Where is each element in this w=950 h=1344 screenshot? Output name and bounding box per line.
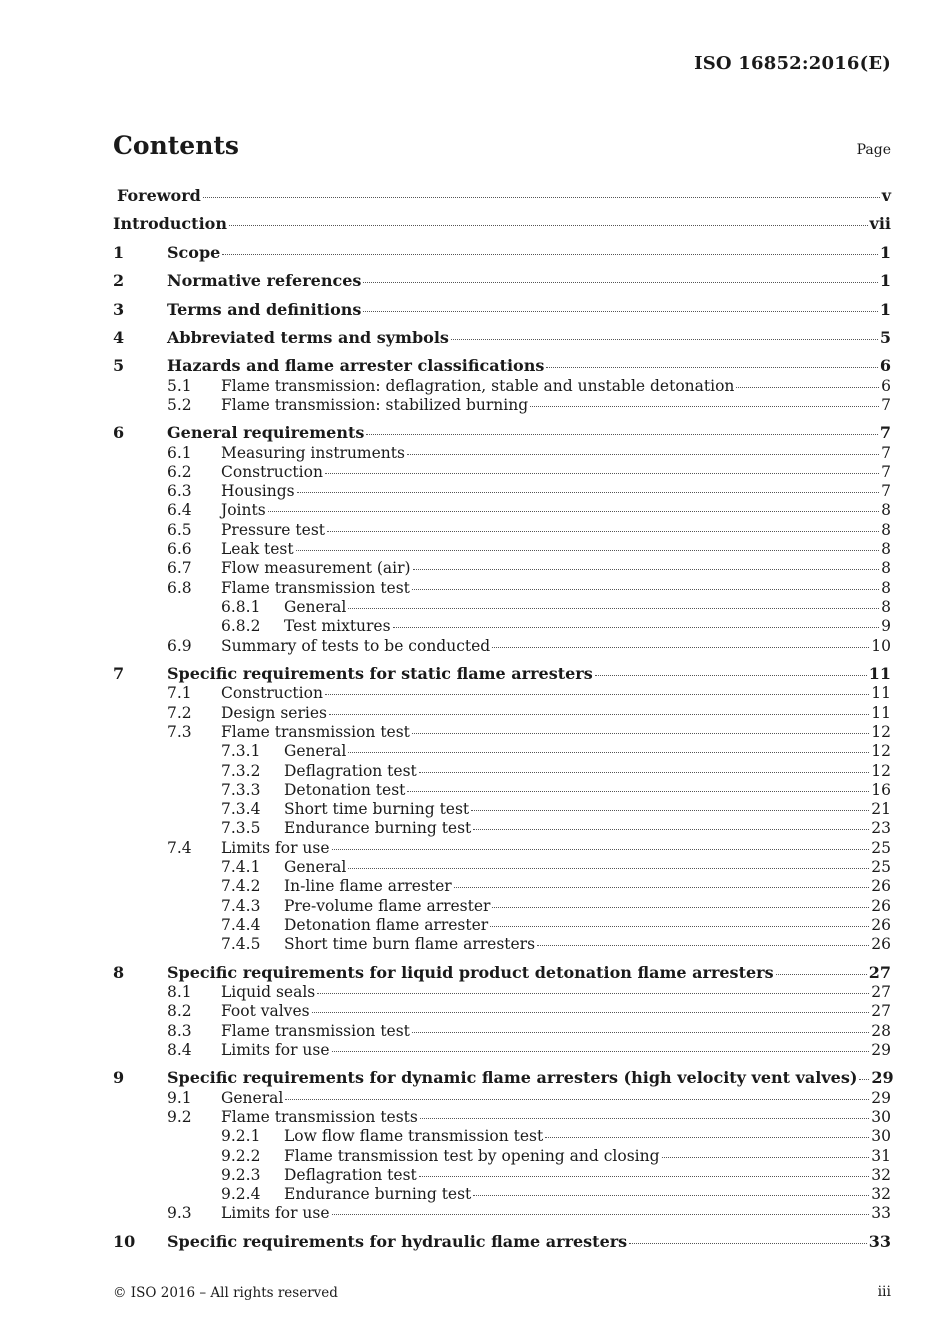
toc-entry-page: 10: [871, 637, 891, 655]
toc-entry-title: Joints: [221, 501, 266, 519]
toc-entry-number: 7.3: [167, 723, 192, 741]
dot-leader: [595, 674, 867, 676]
toc-entry-page: v: [881, 186, 891, 205]
toc-entry[interactable]: [113, 741, 891, 761]
toc-entry-title: Scope: [167, 243, 221, 262]
toc-entry-page: 25: [871, 839, 891, 857]
toc-entry-page: 29: [871, 1041, 891, 1059]
dot-leader: [407, 790, 869, 792]
toc-entry-title: Abbreviated terms and symbols: [167, 328, 449, 347]
toc-entry[interactable]: [113, 1001, 891, 1021]
toc-entry-page: 6: [881, 377, 891, 395]
toc-entry-number: 9.2: [167, 1108, 192, 1126]
dot-leader: [419, 771, 870, 773]
toc-entry-number: 6.4: [167, 501, 192, 519]
toc-entry-title: Foot valves: [221, 1002, 310, 1020]
dot-leader: [363, 310, 877, 312]
dot-leader: [329, 713, 869, 715]
toc-entry[interactable]: [113, 214, 891, 234]
toc-entry[interactable]: [113, 578, 891, 598]
dot-leader: [407, 453, 879, 455]
toc-entry[interactable]: [113, 683, 891, 703]
toc-entry[interactable]: [113, 664, 891, 684]
toc-entry[interactable]: [113, 636, 891, 656]
toc-entry-title: Housings: [221, 482, 295, 500]
dot-leader: [229, 224, 868, 226]
toc-entry-title: Design series: [221, 704, 327, 722]
toc-entry[interactable]: [113, 1203, 891, 1223]
toc-entry-number: 5.1: [167, 377, 192, 395]
toc-entry-number: 6.8: [167, 579, 192, 597]
dot-leader: [297, 491, 880, 493]
toc-entry[interactable]: [113, 271, 891, 291]
toc-entry-page: 8: [881, 559, 891, 577]
dot-leader: [332, 848, 870, 850]
toc-entry-title: Construction: [221, 684, 323, 702]
toc-entry-number: 8.4: [167, 1041, 192, 1059]
toc-entry-number: 7.3.2: [221, 762, 261, 780]
toc-entry-title: Deflagration test: [284, 1166, 417, 1184]
toc-entry-title: Specific requirements for liquid product detonation flame arresters: [167, 963, 774, 982]
toc-entry-title: Detonation test: [284, 781, 406, 799]
toc-entry-page: 28: [871, 1022, 891, 1040]
toc-entry-title: Liquid seals: [221, 983, 316, 1001]
toc-entry-title: Short time burning test: [284, 800, 470, 818]
dot-leader: [776, 973, 867, 975]
toc-entry-page: 26: [871, 916, 891, 934]
toc-entry[interactable]: [113, 1021, 891, 1041]
dot-leader: [332, 1213, 870, 1215]
toc-entry-page: 21: [871, 800, 891, 818]
toc-entry[interactable]: [113, 963, 891, 983]
toc-entry-page: 30: [871, 1127, 891, 1145]
dot-leader: [545, 1136, 869, 1138]
dot-leader: [348, 607, 879, 609]
toc-entry[interactable]: [113, 857, 891, 877]
toc-entry[interactable]: [113, 722, 891, 742]
toc-entry-page: 7: [881, 396, 891, 414]
toc-entry[interactable]: [113, 1184, 891, 1204]
toc-entry-number: 8.2: [167, 1002, 192, 1020]
toc-entry[interactable]: [113, 328, 891, 348]
toc-entry[interactable]: [113, 356, 891, 376]
toc-entry-page: 1: [879, 271, 891, 290]
toc-entry-number: 7.4.1: [221, 858, 261, 876]
toc-entry[interactable]: [113, 838, 891, 858]
toc-entry-number: 7.4: [167, 839, 192, 857]
toc-entry[interactable]: [113, 558, 891, 578]
toc-entry-page: 26: [871, 897, 891, 915]
toc-entry-number: 6.2: [167, 463, 192, 481]
toc-entry[interactable]: [113, 799, 891, 819]
toc-entry-page: 27: [868, 963, 891, 982]
dot-leader: [366, 433, 878, 435]
toc-entry[interactable]: [113, 520, 891, 540]
dot-leader: [325, 472, 879, 474]
toc-entry[interactable]: [113, 423, 891, 443]
toc-entry-number: 8.1: [167, 983, 192, 1001]
toc-entry[interactable]: [113, 539, 891, 559]
toc-entry-page: 11: [868, 664, 891, 683]
toc-entry-title: Flame transmission: deflagration, stable and unstable detonation: [221, 377, 735, 395]
toc-entry-page: 29: [871, 1068, 894, 1087]
toc-entry-title: Construction: [221, 463, 323, 481]
toc-entry-number: 6.6: [167, 540, 192, 558]
toc-entry-page: 26: [871, 877, 891, 895]
toc-entry-number: 7.3.3: [221, 781, 261, 799]
toc-entry[interactable]: [113, 780, 891, 800]
toc-entry-title: Measuring instruments: [221, 444, 405, 462]
toc-entry-page: 6: [879, 356, 891, 375]
dot-leader: [420, 1117, 869, 1119]
toc-entry[interactable]: [113, 300, 891, 320]
toc-entry-title: Leak test: [221, 540, 294, 558]
toc-entry[interactable]: [113, 896, 891, 916]
toc-entry[interactable]: [113, 462, 891, 482]
toc-entry[interactable]: [113, 481, 891, 501]
toc-entry-title: Normative references: [167, 271, 362, 290]
toc-entry[interactable]: [113, 1126, 891, 1146]
toc-entry-number: 6.9: [167, 637, 192, 655]
toc-entry-page: 9: [881, 617, 891, 635]
toc-entry-title: Foreword: [117, 186, 201, 205]
dot-leader: [268, 510, 879, 512]
toc-entry-page: 27: [871, 1002, 891, 1020]
toc-entry[interactable]: [113, 934, 891, 954]
dot-leader: [393, 626, 880, 628]
dot-leader: [454, 886, 870, 888]
toc-entry-number: 9.3: [167, 1204, 192, 1222]
toc-entry-page: vii: [869, 214, 891, 233]
dot-leader: [332, 1050, 870, 1052]
toc-entry-page: 8: [881, 579, 891, 597]
toc-entry[interactable]: [113, 1088, 891, 1108]
toc-entry-page: 32: [871, 1166, 891, 1184]
toc-entry-number: 1: [113, 243, 125, 262]
toc-entry[interactable]: [113, 376, 891, 396]
toc-entry-page: 7: [881, 444, 891, 462]
toc-entry-page: 32: [871, 1185, 891, 1203]
toc-entry-number: 7.1: [167, 684, 192, 702]
toc-entry-number: 6.8.2: [221, 617, 261, 635]
toc-entry-page: 1: [879, 243, 891, 262]
toc-entry-page: 26: [871, 935, 891, 953]
toc-entry-page: 12: [871, 723, 891, 741]
dot-leader: [537, 944, 869, 946]
toc-entry-number: 9.2.1: [221, 1127, 261, 1145]
toc-entry-number: 7.2: [167, 704, 192, 722]
toc-entry-page: 7: [881, 482, 891, 500]
dot-leader: [285, 1098, 869, 1100]
toc-entry-page: 1: [879, 300, 891, 319]
toc-entry-page: 12: [871, 762, 891, 780]
toc-entry-page: 8: [881, 501, 891, 519]
toc-entry-title: Summary of tests to be conducted: [221, 637, 491, 655]
toc-entry-number: 6: [113, 423, 125, 442]
dot-leader: [348, 751, 869, 753]
toc-entry-number: 2: [113, 271, 125, 290]
toc-entry-title: General: [284, 598, 347, 616]
dot-leader: [348, 867, 869, 869]
toc-entry[interactable]: [113, 876, 891, 896]
toc-entry-title: Detonation flame arrester: [284, 916, 489, 934]
toc-entry-page: 31: [871, 1147, 891, 1165]
toc-entry-number: 9: [113, 1068, 125, 1087]
toc-entry-title: General: [284, 858, 347, 876]
toc-entry-number: 6.1: [167, 444, 192, 462]
dot-leader: [473, 828, 869, 830]
toc-entry-title: Limits for use: [221, 1041, 330, 1059]
toc-entry-number: 9.1: [167, 1089, 192, 1107]
dot-leader: [546, 366, 878, 368]
toc-entry-page: 29: [871, 1089, 891, 1107]
toc-entry[interactable]: [113, 243, 891, 263]
toc-entry-title: Flame transmission tests: [221, 1108, 418, 1126]
toc-entry-page: 33: [871, 1204, 891, 1222]
toc-entry-title: Pressure test: [221, 521, 325, 539]
toc-entry[interactable]: [113, 703, 891, 723]
toc-entry-number: 3: [113, 300, 125, 319]
toc-entry-page: 7: [879, 423, 891, 442]
toc-entry-number: 8.3: [167, 1022, 192, 1040]
contents-title: Contents: [113, 131, 240, 160]
toc-entry[interactable]: [113, 818, 891, 838]
toc-entry-number: 9.2.2: [221, 1147, 261, 1165]
toc-entry-title: Flame transmission test: [221, 579, 410, 597]
footer-page-number: iii: [877, 1284, 891, 1300]
dot-leader: [325, 693, 869, 695]
toc-entry[interactable]: [113, 761, 891, 781]
toc-entry[interactable]: [113, 443, 891, 463]
toc-entry-number: 6.5: [167, 521, 192, 539]
dot-leader: [412, 1031, 869, 1033]
toc-entry-page: 27: [871, 983, 891, 1001]
toc-entry-number: 10: [113, 1232, 136, 1251]
toc-entry-page: 8: [881, 521, 891, 539]
toc-entry-number: 7: [113, 664, 125, 683]
dot-leader: [296, 549, 880, 551]
dot-leader: [412, 732, 869, 734]
dot-leader: [859, 1078, 869, 1080]
toc-entry-number: 4: [113, 328, 125, 347]
toc-entry[interactable]: [113, 1107, 891, 1127]
dot-leader: [451, 338, 878, 340]
toc-entry-title: Limits for use: [221, 1204, 330, 1222]
toc-entry-page: 7: [881, 463, 891, 481]
toc-entry[interactable]: [113, 500, 891, 520]
toc-entry-title: Low flow flame transmission test: [284, 1127, 544, 1145]
toc-entry-title: Limits for use: [221, 839, 330, 857]
toc-entry[interactable]: [113, 395, 891, 415]
toc-entry-page: 25: [871, 858, 891, 876]
toc-entry-number: 6.8.1: [221, 598, 261, 616]
dot-leader: [736, 386, 879, 388]
toc-entry[interactable]: [113, 982, 891, 1002]
toc-entry[interactable]: [113, 1232, 891, 1252]
toc-entry-title: Specific requirements for dynamic flame arresters (high velocity vent valves): [167, 1068, 858, 1087]
toc-entry-title: General: [221, 1089, 284, 1107]
toc-entry-number: 7.4.4: [221, 916, 261, 934]
toc-entry[interactable]: [113, 1068, 894, 1088]
toc-entry-title: Short time burn flame arresters: [284, 935, 536, 953]
toc-entry-page: 8: [881, 540, 891, 558]
toc-entry-number: 6.7: [167, 559, 192, 577]
toc-entry[interactable]: [113, 1146, 891, 1166]
dot-leader: [490, 925, 869, 927]
dot-leader: [203, 196, 880, 198]
toc-entry[interactable]: [113, 616, 891, 636]
toc-entry-title: General requirements: [167, 423, 365, 442]
toc-entry-page: 11: [871, 704, 891, 722]
toc-entry-number: 9.2.3: [221, 1166, 261, 1184]
toc-entry-page: 12: [871, 742, 891, 760]
toc-entry-title: Hazards and flame arrester classifications: [167, 356, 545, 375]
toc-entry-title: Pre-volume flame arrester: [284, 897, 491, 915]
dot-leader: [629, 1242, 867, 1244]
dot-leader: [471, 809, 869, 811]
toc-entry-number: 7.4.3: [221, 897, 261, 915]
dot-leader: [363, 281, 877, 283]
toc-entry-number: 6.3: [167, 482, 192, 500]
dot-leader: [222, 253, 878, 255]
toc-entry-title: Endurance burning test: [284, 819, 472, 837]
toc-entry[interactable]: [113, 915, 891, 935]
toc-entry-title: Endurance burning test: [284, 1185, 472, 1203]
toc-entry-page: 16: [871, 781, 891, 799]
dot-leader: [530, 405, 879, 407]
toc-entry-page: 30: [871, 1108, 891, 1126]
toc-entry-title: Test mixtures: [284, 617, 391, 635]
toc-entry-title: Flow measurement (air): [221, 559, 411, 577]
dot-leader: [317, 992, 869, 994]
toc-entry-number: 7.4.5: [221, 935, 261, 953]
toc-entry-number: 7.4.2: [221, 877, 261, 895]
toc-entry-title: In-line flame arrester: [284, 877, 452, 895]
dot-leader: [419, 1175, 870, 1177]
toc-entry-number: 7.3.4: [221, 800, 261, 818]
toc-entry-page: 8: [881, 598, 891, 616]
toc-entry-page: 33: [868, 1232, 891, 1251]
toc-entry-page: 23: [871, 819, 891, 837]
toc-entry-number: 5.2: [167, 396, 192, 414]
toc-entry[interactable]: [113, 1165, 891, 1185]
toc-entry-title: Flame transmission test by opening and closing: [284, 1147, 660, 1165]
toc-entry-number: 5: [113, 356, 125, 375]
toc-entry-number: 7.3.1: [221, 742, 261, 760]
toc-entry-title: Flame transmission test: [221, 723, 410, 741]
dot-leader: [492, 906, 869, 908]
document-id: ISO 16852:2016(E): [694, 53, 891, 74]
toc-entry-number: 9.2.4: [221, 1185, 261, 1203]
dot-leader: [412, 588, 879, 590]
toc-entry-title: Deflagration test: [284, 762, 417, 780]
toc-entry[interactable]: [113, 597, 891, 617]
toc-entry-title: Introduction: [113, 214, 227, 233]
toc-entry-title: Terms and definitions: [167, 300, 362, 319]
toc-entry-page: 11: [871, 684, 891, 702]
footer-copyright: © ISO 2016 – All rights reserved: [113, 1285, 338, 1301]
toc-entry-number: 7.3.5: [221, 819, 261, 837]
dot-leader: [413, 568, 880, 570]
dot-leader: [327, 530, 879, 532]
dot-leader: [473, 1194, 869, 1196]
page-column-label: Page: [856, 142, 891, 158]
toc-entry-title: Flame transmission: stabilized burning: [221, 396, 529, 414]
toc-entry[interactable]: [113, 186, 891, 206]
toc-entry-title: Flame transmission test: [221, 1022, 410, 1040]
toc-entry[interactable]: [113, 1040, 891, 1060]
toc-entry-title: General: [284, 742, 347, 760]
toc-entry-title: Specific requirements for static flame arresters: [167, 664, 593, 683]
dot-leader: [312, 1011, 870, 1013]
dot-leader: [662, 1156, 870, 1158]
toc-entry-page: 5: [879, 328, 891, 347]
dot-leader: [492, 646, 869, 648]
toc-entry-number: 8: [113, 963, 125, 982]
toc-entry-title: Specific requirements for hydraulic flame arresters: [167, 1232, 628, 1251]
